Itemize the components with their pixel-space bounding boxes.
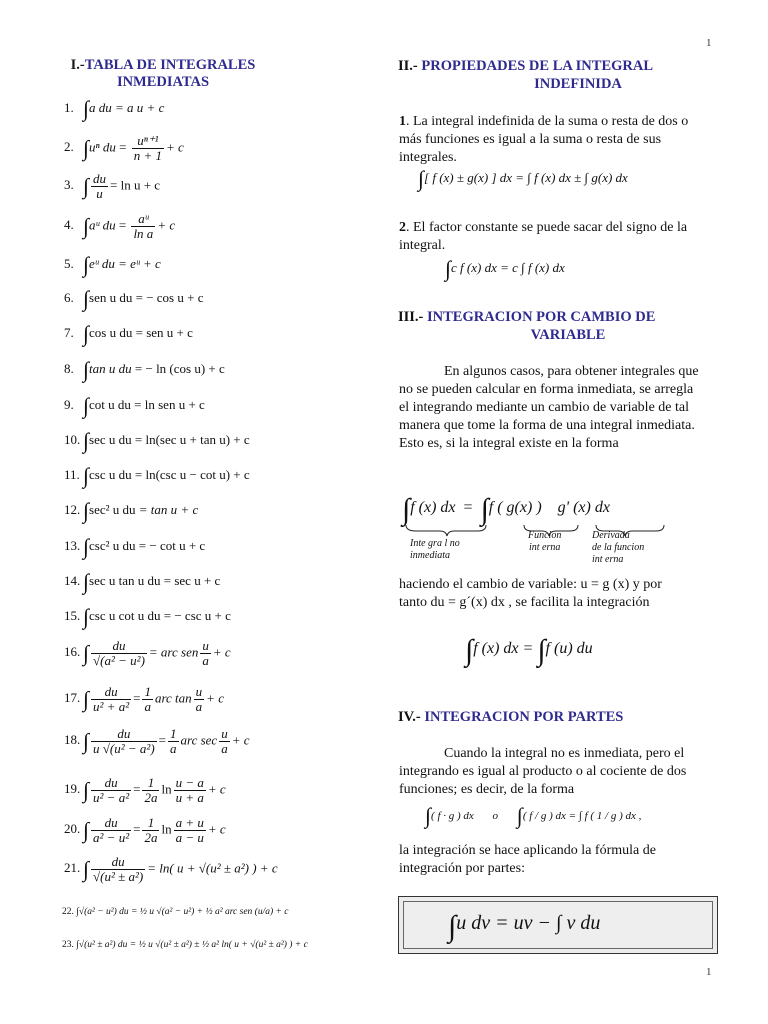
integration-by-parts-box [398,896,718,954]
after-text-line1: haciendo el cambio de variable: u = g (x) y por [399,577,662,592]
formula-rhs: = sen u + c [135,325,193,340]
formula-13: 13. ∫csc² u du = − cot u + c [64,534,206,559]
formula-fraction: $\frac{du}{\text{u² − a²}}$ [93,775,130,805]
formula-number: 8. [64,361,74,376]
big-formula-right: g' (x) dx [557,499,610,516]
formula-coefficient: $\frac{1}{a}$ [170,726,177,756]
parts-forms: ∫( f · g ) dx o ∫( f / g ) dx = ∫ f ( 1 / g ) dx , [425,803,642,828]
formula-rhs: = ln u + c [110,177,161,193]
label-mid-line1: Funcion [528,530,562,541]
formula-23 [62,940,308,950]
formula-7: 7. ∫cos u du = sen u + c [64,321,193,346]
formula-rhs: = − csc u + c [163,608,231,623]
formula-rhs-pre: = [133,821,141,837]
formula-coefficient: $\frac{1}{2a}$ [144,815,158,845]
formula-8: 8. ∫tan u du = − ln (cos u) + c [64,357,225,382]
formula-lhs: csc² u du [89,538,136,553]
formula-lhs: eᵘ du [89,256,115,271]
formula-rhs: = − ln (cos u) + c [134,361,225,376]
section-4-after: la integración se hace aplicando la fórmula de integración por partes: [399,843,656,876]
formula-rhs: = ln( u + √(u² ± a²) ) + c [147,860,278,876]
big-formula-mid: f ( g(x) ) [488,499,542,516]
formula-full: ∫√(a² − u²) du = ½ u √(a² − u²) + ½ a² arc sen (u/a) + c [76,907,289,917]
formula-number: 21. [64,860,81,876]
property-2-number: 2 [399,220,406,235]
formula-number: 22. [62,907,74,917]
formula-rhs-pre: = [133,781,141,797]
result-lhs: f (x) dx = [473,640,534,657]
result-rhs: f (u) du [545,640,593,657]
formula-rhs: = ln(csc u − cot u) + c [134,467,250,482]
formula-21: 21. ∫ $\frac{du}{\text{√(u² ± a²)}}$ = ln( u + √(u² ± a²) ) + c [64,854,278,884]
formula-number: 10. [64,432,81,447]
section-1-title [58,57,268,91]
formula-number: 6. [64,290,74,305]
formula-tail: + c [207,781,226,797]
formula-17: 17. ∫ $\frac{du}{\text{u² + a²}}$ = $\frac{1}{a}$ arc tan $\frac{u}{a}$ + c [64,684,224,714]
formula-14: 14. ∫sec u tan u du = sec u + c [64,569,221,594]
formula-tail: + c [157,217,176,233]
integration-by-parts-box-inner [403,901,713,949]
section-4-roman: IV.- [398,709,421,725]
property-2-text [399,219,709,255]
label-derivada [592,530,644,566]
formula-rhs-mid: arc tan [154,690,192,706]
label-left-line1: Inte gra l no [410,538,460,549]
section-2-title-line1: PROPIEDADES DE LA INTEGRAL [421,58,654,74]
formula-15: 15. ∫csc u cot u du = − csc u + c [64,604,231,629]
formula-number: 18. [64,732,81,748]
formula-tail: + c [231,732,250,748]
formula-22 [62,907,289,917]
formula-number: 1. [64,100,74,115]
property-2-formula: ∫c f (x) dx = c ∫ f (x) dx [445,256,565,281]
formula-rhs: = − cot u + c [138,538,206,553]
label-funcion-interna [528,530,561,554]
formula-fraction: $\frac{u - a}{u + a}$ [175,775,204,805]
change-of-variable-text [399,576,709,612]
label-no-inmediata [410,538,460,562]
formula-number: 13. [64,538,81,553]
label-right-line1: Derivada [592,530,630,541]
formula-fraction: $\frac{u}{a}$ [202,638,209,668]
formula-lhs: cot u du [89,397,131,412]
formula-rhs-pre: = arc sen [148,644,199,660]
formula-10: 10. ∫sec u du = ln(sec u + tan u) + c [64,428,250,453]
section-2-roman: II.- [398,58,418,74]
formula-lhs: csc u cot u du [89,608,161,623]
section-1-title-line2: INMEDIATAS [116,74,210,90]
property-2-formula-text: c f (x) dx = c ∫ f (x) dx [451,260,565,275]
section-4-title [398,708,708,726]
change-of-variable-formula: ∫f (x) dx = ∫f ( g(x) ) g' (x) dx [402,493,610,526]
after-text-line2: tanto du = g´(x) dx , se facilita la integración [399,595,650,610]
formula-number: 23. [62,940,74,950]
label-left-line2: inmediata [410,550,450,561]
section-3-title [398,308,708,344]
formula-rhs-mid: ln [161,821,172,837]
formula-number: 5. [64,256,74,271]
formula-coefficient: $\frac{1}{2a}$ [144,775,158,805]
property-1-text [399,113,709,167]
formula-lhs: sen u du [89,290,133,305]
formula-5: 5. ∫eᵘ du = eᵘ + c [64,252,161,277]
formula-number: 19. [64,781,81,797]
formula-lhs: cos u du [89,325,133,340]
label-right-line2: de la funcion [592,542,645,553]
integration-by-parts-formula-text: u dv = uv − ∫ v du [456,912,601,934]
formula-number: 20. [64,821,81,837]
formula-20: 20. ∫ $\frac{du}{\text{a² − u²}}$ = $\frac{1}{2a}$ ln $\frac{a + u}{a - u}$ + c [64,815,226,845]
formula-19: 19. ∫ $\frac{du}{\text{u² − a²}}$ = $\frac{1}{2a}$ ln $\frac{u - a}{u + a}$ + c [64,775,226,805]
formula-lhs: aᵘ du [89,217,116,233]
formula-2: 2. ∫uⁿ du = $\frac{\text{uⁿ⁺¹}}{n + 1}$ + c [64,133,184,163]
formula-tail: + c [207,821,226,837]
formula-fraction: $\frac{du}{\text{u √(u² − a²)}}$ [93,726,155,756]
formula-fraction: $\frac{du}{\text{√(u² ± a²)}}$ [93,854,144,884]
section-1-roman: I.- [70,57,85,73]
formula-1: 1. ∫a du = a u + c [64,96,165,121]
formula-lhs: tan u du [89,361,132,376]
formula-lhs: sec u du [89,432,132,447]
section-3-paragraph: En algunos casos, para obtener integrales que no se pueden calcular en forma inmediata, se arregla el integrando mediante un cambio de variable de tal manera que tome la forma de una integral inmediata. Esto es, si la integral existe en la forma [399,364,699,451]
integration-by-parts-formula: ∫u dv = uv − ∫ v du [448,910,601,943]
formula-rhs: = tan u + c [138,502,199,517]
formula-fraction: $\frac{\text{uⁿ⁺¹}}{n + 1}$ [133,133,163,163]
page-number-top: 1 [706,37,712,49]
formula-16: 16. ∫ $\frac{du}{\text{√(a² − u²)}}$ = arc sen $\frac{u}{a}$ + c [64,638,231,668]
formula-lhs: csc u du [89,467,132,482]
formula-12: 12. ∫sec² u du = tan u + c [64,498,199,523]
formula-number: 7. [64,325,74,340]
formula-fraction: $\frac{du}{\text{u² + a²}}$ [93,684,130,714]
formula-lhs: sec² u du [89,502,136,517]
formula-4: 4. ∫aᵘ du = $\frac{\text{aᵘ}}{\text{ln a}}$ + c [64,211,176,241]
formula-fraction: $\frac{u}{a}$ [221,726,228,756]
formula-number: 4. [64,217,74,233]
formula-rhs-mid: arc sec [180,732,218,748]
formula-fraction: $\frac{du}{u}$ [93,171,107,201]
formula-11: 11. ∫csc u du = ln(csc u − cot u) + c [64,463,250,488]
big-formula-lhs: f (x) dx [410,499,456,516]
substitution-result: ∫f (x) dx = ∫f (u) du [465,634,593,667]
page-number-bottom: 1 [706,966,712,978]
formula-6: 6. ∫sen u du = − cos u + c [64,286,204,311]
form-product: ( f · g ) dx [431,810,474,822]
formula-number: 14. [64,573,81,588]
property-1-body: . La integral indefinida de la suma o resta de dos o más funciones es igual a la suma o resta de sus integrales. [399,114,689,165]
form-or: o [492,810,499,822]
formula-number: 12. [64,502,81,517]
formula-fraction: $\frac{u}{a}$ [195,684,203,714]
formula-fraction: $\frac{\text{aᵘ}}{\text{ln a}}$ [133,211,154,241]
formula-lhs: a du [89,100,112,115]
form-quotient: ( f / g ) dx = ∫ f ( 1 / g ) dx , [522,810,642,822]
formula-tail: + c [206,690,224,706]
section-3-title-line2: VARIABLE [530,327,606,343]
label-right-line3: int erna [592,554,624,565]
section-4-paragraph: Cuando la integral no es inmediata, pero el integrando es igual al producto o al cociente de dos funciones; es decir, de la forma [399,746,687,797]
formula-fraction: $\frac{a + u}{a - u}$ [175,815,204,845]
formula-3: 3. ∫ $\frac{du}{u}$ = ln u + c [64,171,161,201]
formula-18: 18. ∫ $\frac{du}{\text{u √(u² − a²)}}$ = $\frac{1}{a}$ arc sec $\frac{u}{a}$ + c [64,726,250,756]
section-2-title [398,57,698,93]
formula-rhs: = a u + c [115,100,165,115]
formula-full: ∫√(u² ± a²) du = ½ u √(u² ± a²) ± ½ a² ln( u + √(u² ± a²) ) + c [76,940,308,950]
formula-9: 9. ∫cot u du = ln sen u + c [64,393,205,418]
property-1-number: 1 [399,114,406,129]
label-mid-line2: int erna [528,542,561,553]
formula-fraction: $\frac{du}{\text{a² − u²}}$ [93,815,130,845]
formula-number: 9. [64,397,74,412]
formula-tail: + c [166,139,184,155]
formula-rhs-pre: = [158,732,166,748]
formula-tail: + c [212,644,231,660]
formula-number: 11. [64,467,80,482]
formula-rhs: = sec u + c [163,573,221,588]
section-2-title-line2: INDEFINIDA [534,76,622,92]
formula-number: 2. [64,139,74,155]
property-2-body: . El factor constante se puede sacar del signo de la integral. [399,220,688,253]
formula-number: 15. [64,608,81,623]
formula-rhs-mid: ln [161,781,172,797]
formula-rhs: = eᵘ + c [118,256,161,271]
formula-number: 3. [64,177,74,193]
formula-fraction: $\frac{du}{\text{√(a² − u²)}}$ [93,638,145,668]
formula-rhs: = ln sen u + c [134,397,205,412]
formula-lhs: uⁿ du [89,139,116,155]
formula-number: 16. [64,644,81,660]
section-3-roman: III.- [398,309,424,325]
section-1-title-line1: TABLA DE INTEGRALES [84,57,256,73]
formula-rhs-pre: = [133,690,141,706]
section-4-title-text: INTEGRACION POR PARTES [424,709,624,725]
property-1-formula-text: [ f (x) ± g(x) ] dx = ∫ f (x) dx ± ∫ g(x) dx [424,170,628,185]
formula-rhs: = − cos u + c [135,290,204,305]
formula-rhs: = ln(sec u + tan u) + c [134,432,250,447]
formula-coefficient: $\frac{1}{a}$ [144,684,151,714]
formula-lhs: sec u tan u du [89,573,161,588]
property-1-formula: ∫[ f (x) ± g(x) ] dx = ∫ f (x) dx ± ∫ g(x) dx [418,166,628,191]
section-3-title-line1: INTEGRACION POR CAMBIO DE [427,309,656,325]
formula-number: 17. [64,690,81,706]
